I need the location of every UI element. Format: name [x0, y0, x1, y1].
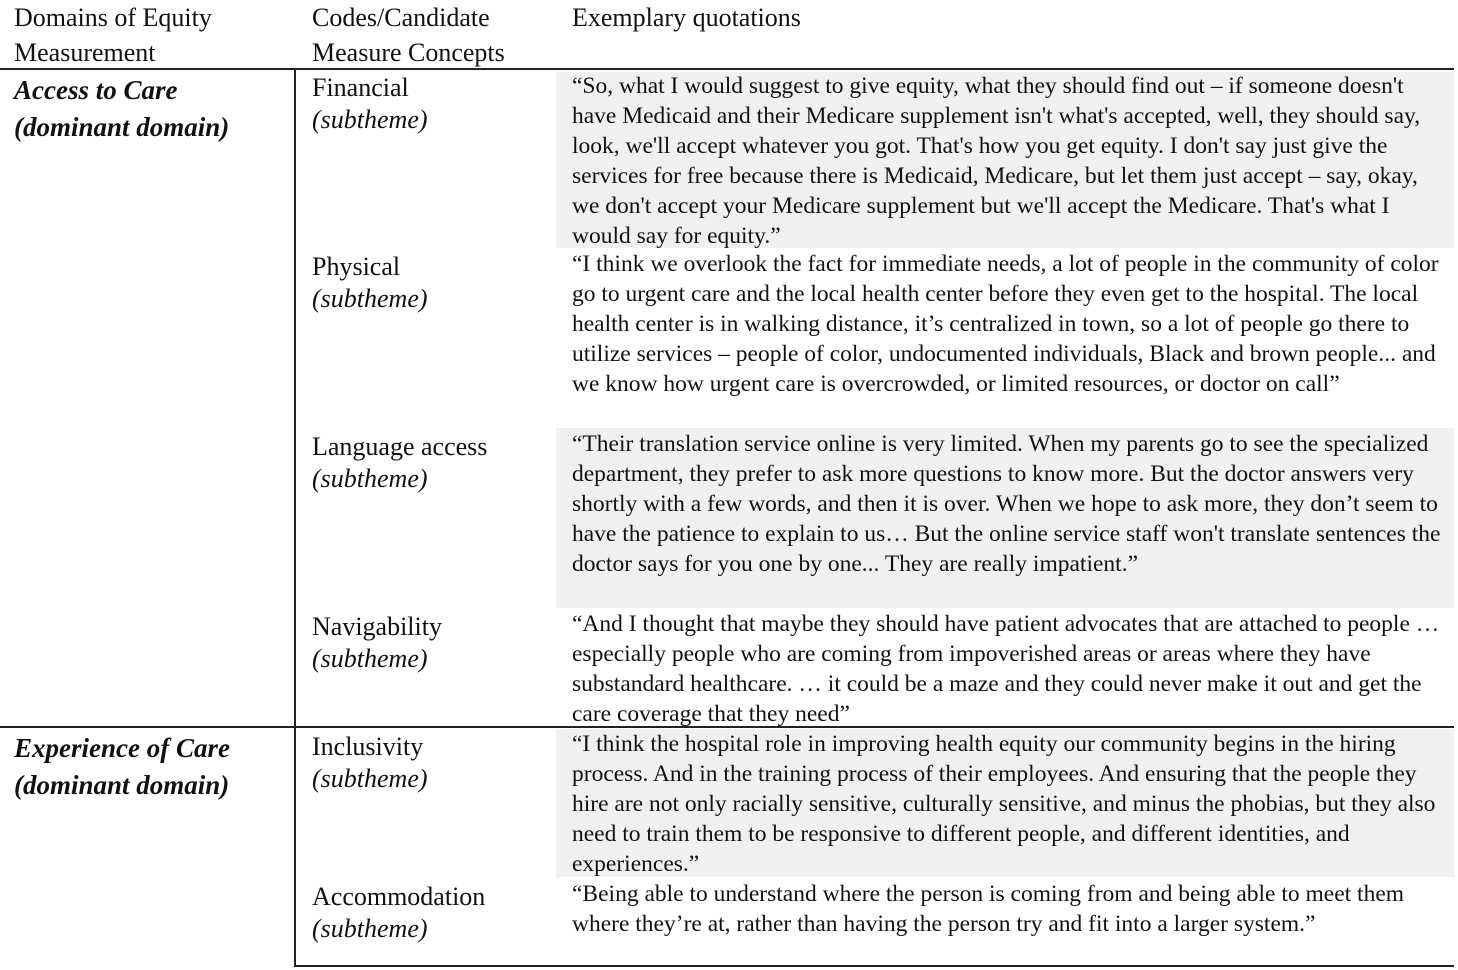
domain-label-note: (dominant domain) [14, 770, 230, 800]
domain-label-title: Access to Care [14, 75, 178, 105]
column-divider [294, 68, 296, 967]
quote-language-access: “Their translation service online is very limited. When my parents go to see the specialized department, they prefer to ask more questions to know more. But the doctor answers very shortly with a few words, and then it is over. When we hope to ask more, they don’t seem to have the patience to explain to us… But the online service staff won't translate sentences the doctor says for you one by one... They are really impatient.” [572, 431, 1441, 577]
code-subtheme: (subtheme) [312, 914, 428, 943]
header-quotations: Exemplary quotations [572, 3, 801, 32]
code-subtheme: (subtheme) [312, 464, 428, 493]
bottom-rule [294, 965, 1454, 967]
header-codes: Codes/Candidate Measure Concepts [312, 3, 505, 67]
domain-label-note: (dominant domain) [14, 112, 230, 142]
quote-physical: “I think we overlook the fact for immediate needs, a lot of people in the community of color go to urgent care and the local health center before they even get to the hospital. The local health center is in walking distance, it’s centralized in town, so a lot of people go there to utilize services – people of color, undocumented individuals, Black and brown people... and we know how urgent care is overcrowded, or limited resources, or doctor on call” [572, 251, 1439, 397]
code-subtheme: (subtheme) [312, 105, 428, 134]
code-label: Navigability [312, 612, 442, 641]
header-domains: Domains of Equity Measurement [14, 3, 212, 67]
code-language-access [312, 431, 562, 495]
code-financial [312, 72, 562, 136]
domain-access-to-care [14, 72, 290, 146]
code-label: Inclusivity [312, 732, 424, 761]
code-accommodation [312, 881, 562, 945]
code-inclusivity [312, 731, 562, 795]
quote-accommodation: “Being able to understand where the person is coming from and being able to meet them where they’re at, rather than having the person try and fit into a larger system.” [572, 881, 1405, 937]
domain-label-title: Experience of Care [14, 733, 230, 763]
code-label: Accommodation [312, 882, 486, 911]
quote-financial: “So, what I would suggest to give equity, what they should find out – if someone doesn't have Medicaid and their Medicare supplement isn't what's accepted, well, they should say, look, we'll accept whatever you got. That's how you get equity. I don't say just give the services for free because there is Medicaid, Medicare, but let them just accept – say, okay, we don't accept your Medicare supplement but we'll accept the Medicare. That's what I would say for equity.” [572, 73, 1421, 249]
code-label: Financial [312, 73, 409, 102]
code-subtheme: (subtheme) [312, 284, 428, 313]
quote-inclusivity: “I think the hospital role in improving health equity our community begins in the hiring process. And in the training process of their employees. And ensuring that the people they hire are not only racially sensitive, culturally sensitive, and minus the phobias, but they also need to train them to be responsive to different people, and different identities, and experiences.” [572, 731, 1436, 877]
header-rule [0, 68, 1454, 70]
code-subtheme: (subtheme) [312, 644, 428, 673]
code-label: Language access [312, 432, 488, 461]
code-navigability [312, 611, 562, 675]
code-label: Physical [312, 252, 401, 281]
quote-navigability: “And I thought that maybe they should have patient advocates that are attached to people …especially people who are coming from impoverished areas or areas where they have substandard healthcare. … it could be a maze and they could never make it out and get the care coverage that they need” [572, 611, 1440, 727]
code-physical [312, 251, 562, 315]
code-subtheme: (subtheme) [312, 764, 428, 793]
domain-experience-of-care [14, 730, 290, 804]
